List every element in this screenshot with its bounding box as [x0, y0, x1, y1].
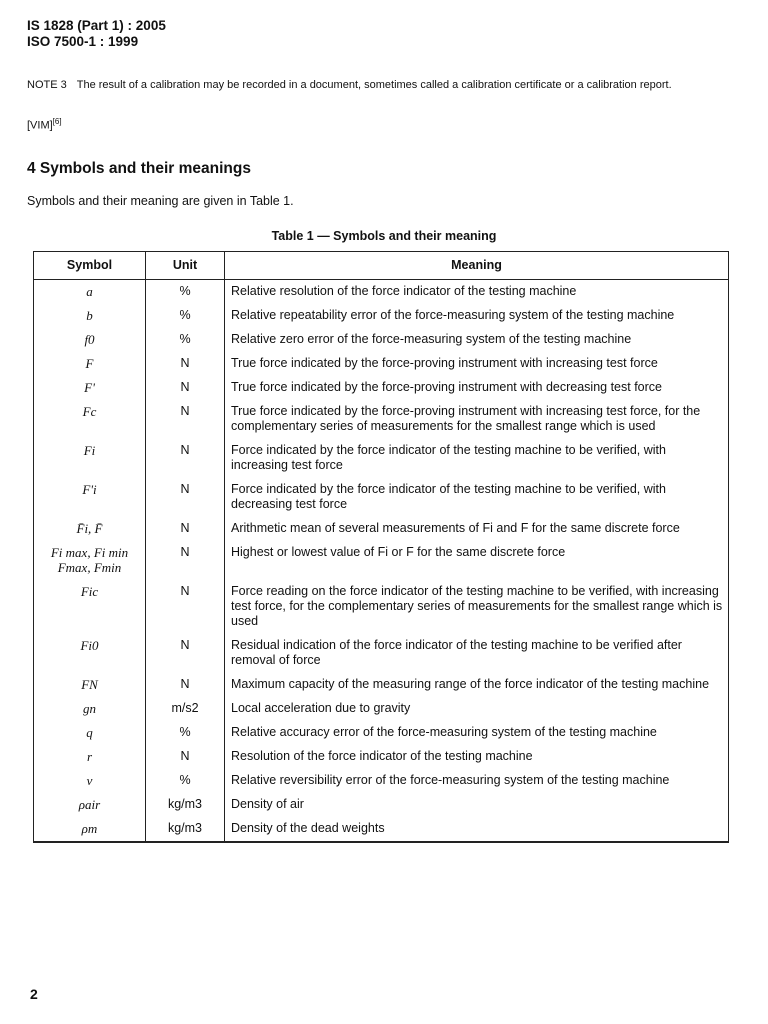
unit-cell: m/s2: [146, 697, 225, 721]
unit-cell: N: [146, 745, 225, 769]
meaning-cell: True force indicated by the force-proving instrument with decreasing test force: [231, 380, 662, 394]
meaning-cell: Relative zero error of the force-measuring system of the testing machine: [231, 332, 632, 346]
table-body: [34, 280, 729, 843]
section-heading: 4 Symbols and their meanings: [27, 160, 251, 177]
meaning-cell: True force indicated by the force-proving instrument with increasing test force, for the complementary series of measurements for the smallest range which is used: [231, 404, 701, 433]
table-row: [34, 673, 729, 697]
table-row: [34, 304, 729, 328]
meaning-cell: Relative accuracy error of the force-measuring system of the testing machine: [231, 725, 657, 739]
symbol-cell: Fi max, Fi min Fmax, Fmin: [34, 541, 146, 580]
table-row: [34, 400, 729, 439]
symbol-cell: FN: [34, 673, 146, 697]
meaning-cell: Arithmetic mean of several measurements of Fi and F for the same discrete force: [231, 521, 680, 535]
table-row: [34, 280, 729, 305]
vim-reference: [27, 117, 62, 132]
note-3: [27, 79, 737, 92]
table-caption: Table 1 — Symbols and their meaning: [271, 229, 497, 243]
section-intro: Symbols and their meaning are given in Table 1.: [27, 194, 294, 208]
unit-cell: N: [146, 352, 225, 376]
table-row: [34, 328, 729, 352]
symbol-cell: a: [34, 280, 146, 305]
symbol-cell: b: [34, 304, 146, 328]
document-header: [27, 18, 166, 50]
page-number: 2: [30, 986, 38, 1002]
column-header-meaning: Meaning: [225, 252, 729, 280]
symbol-cell: Fic: [34, 580, 146, 634]
symbol-cell: r: [34, 745, 146, 769]
meaning-cell: Force indicated by the force indicator of the testing machine to be verified, with increasing test force: [231, 443, 666, 472]
meaning-cell: True force indicated by the force-proving instrument with increasing test force: [231, 356, 658, 370]
unit-cell: N: [146, 517, 225, 541]
iso-number: ISO 7500-1 : 1999: [27, 34, 139, 49]
vim-text: [VIM]: [27, 119, 53, 132]
symbol-cell: Fi: [34, 439, 146, 478]
symbol-cell: F: [34, 352, 146, 376]
note-text: The result of a calibration may be recorded in a document, sometimes called a calibration certificate or a calibration report.: [76, 79, 672, 91]
meaning-cell: Maximum capacity of the measuring range of the force indicator of the testing machine: [231, 677, 710, 691]
meaning-cell: Density of the dead weights: [231, 821, 385, 835]
column-header-unit: Unit: [146, 252, 225, 280]
table-row: [34, 580, 729, 634]
symbol-cell: F̄i, F̄: [34, 517, 146, 541]
symbol-cell: ρair: [34, 793, 146, 817]
symbol-cell: ρm: [34, 817, 146, 842]
table-row: [34, 721, 729, 745]
symbol-cell: f0: [34, 328, 146, 352]
symbol-cell: q: [34, 721, 146, 745]
meaning-cell: Relative repeatability error of the force-measuring system of the testing machine: [231, 308, 675, 322]
table-row: [34, 478, 729, 517]
table-row: [34, 697, 729, 721]
unit-cell: N: [146, 580, 225, 634]
unit-cell: N: [146, 376, 225, 400]
note-label: NOTE 3: [27, 79, 67, 91]
unit-cell: N: [146, 400, 225, 439]
meaning-cell: Force indicated by the force indicator of the testing machine to be verified, with decreasing test force: [231, 482, 666, 511]
unit-cell: %: [146, 280, 225, 305]
unit-cell: %: [146, 328, 225, 352]
symbol-cell: v: [34, 769, 146, 793]
unit-cell: N: [146, 634, 225, 673]
table-row: [34, 769, 729, 793]
symbol-cell: F'i: [34, 478, 146, 517]
table-row: [34, 439, 729, 478]
unit-cell: N: [146, 541, 225, 580]
symbol-cell: Fc: [34, 400, 146, 439]
meaning-cell: Resolution of the force indicator of the testing machine: [231, 749, 533, 763]
unit-cell: %: [146, 304, 225, 328]
unit-cell: %: [146, 721, 225, 745]
table-row: [34, 817, 729, 842]
unit-cell: N: [146, 673, 225, 697]
unit-cell: N: [146, 439, 225, 478]
table-row: [34, 745, 729, 769]
meaning-cell: Density of air: [231, 797, 304, 811]
unit-cell: N: [146, 478, 225, 517]
table-row: [34, 376, 729, 400]
meaning-cell: Residual indication of the force indicator of the testing machine to be verified after removal of force: [231, 638, 682, 667]
meaning-cell: Local acceleration due to gravity: [231, 701, 411, 715]
symbol-cell: Fi0: [34, 634, 146, 673]
table-row: [34, 634, 729, 673]
meaning-cell: Relative reversibility error of the force-measuring system of the testing machine: [231, 773, 670, 787]
unit-cell: kg/m3: [146, 793, 225, 817]
meaning-cell: Highest or lowest value of Fi or F for the same discrete force: [231, 545, 566, 559]
symbol-cell: F': [34, 376, 146, 400]
column-header-symbol: Symbol: [34, 252, 146, 280]
table-row: [34, 541, 729, 580]
standard-number: IS 1828 (Part 1) : 2005: [27, 18, 166, 33]
vim-citation: [6]: [52, 117, 62, 126]
meaning-cell: Force reading on the force indicator of the testing machine to be verified, with increasing test force, for the complementary series of measurements for the smallest range which is used: [231, 584, 723, 628]
table-row: [34, 352, 729, 376]
unit-cell: kg/m3: [146, 817, 225, 842]
meaning-cell: Relative resolution of the force indicator of the testing machine: [231, 284, 577, 298]
table-row: [34, 517, 729, 541]
table-header-row: [34, 252, 729, 280]
unit-cell: %: [146, 769, 225, 793]
symbol-cell: gn: [34, 697, 146, 721]
table-row: [34, 793, 729, 817]
symbols-table: [33, 251, 729, 843]
